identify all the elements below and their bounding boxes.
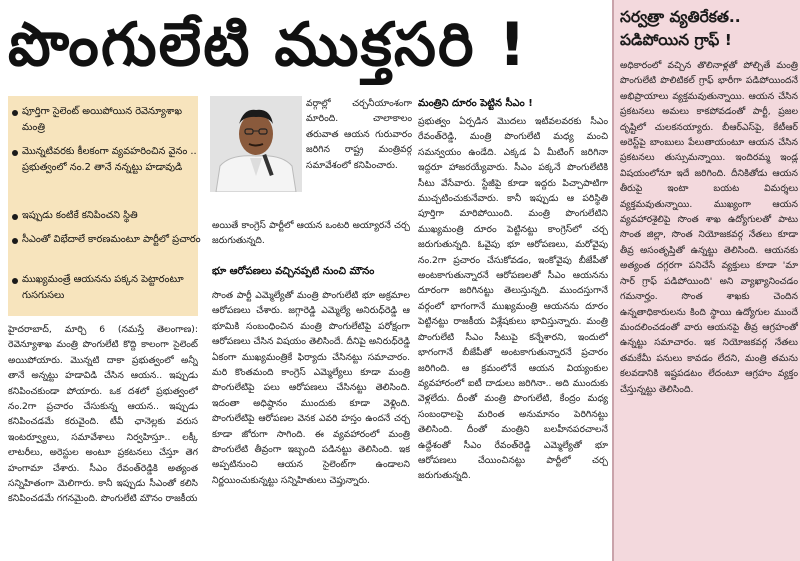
highlight-item: సీఎంతో విభేదాలే కారణమంటూ పార్టీలో ప్రచారం: [22, 234, 201, 245]
bullet-icon: [12, 214, 18, 220]
article-column-3: ప్రభుత్వం ఏర్పడిన మొదలు ఇటీవలవరకు సీఎం రేవంత్‌రెడ్డి, మంత్రి పొంగులేటి మధ్య మంచి సమన్వయం ఉండేది. ఎక్కడ ఏ మీటింగ్ జరిగినా ఇద్దరూ హాజరయ్యేవారు. సీఎం పక్కనే పొంగులేటికి సీటు వేసేవారు. స్టేజీపై కూడా ఇద్దరు పిచ్చాపాటిగా ముచ్చటించుకునేవారు. కానీ ఇప్పుడు ఆ పరిస్థితి పూర్తిగా మారిపోయింది. మంత్రి పొంగులేటిని ముఖ్యమంత్రి దూరం పెట్టినట్టు కాంగ్రెస్‌లో చర్చ జరుగుతున్నది. ఓవైపు భూ ఆరోపణలు, మరోవైపు నం.2గా ప్రచారం చేసుకోవడం, ఇంకోవైపు బీజేపీతో అంటకాగుతున్నారనే ఆరోపణలతో సీఎం ఆయనను దూరంగా జరిగినట్టు తెలుస్తున్నది. ముందస్తుగానే వర్గంలో భాగంగానే ముఖ్యమంత్రి ఆయనను దూరం పెట్టినట్టు రాజకీయ విశ్లేషకులు భావిస్తున్నారు. మంత్రి పొంగులేటి సీఎం సీటుపై కన్నేశారని, ఇందులో భాగంగానే బీజేపీతో అంటకాగుతున్నారనే ప్రచారం జరిగింది. ఆ క్రమంలోనే ఆయన వియ్యంకుల వ్యవహారంలో ఐటీ దాడులు జరిగినా.. అది ముందుకు వెళ్లలేదు. దీంతో మంత్రి పొంగులేటి, కేంద్రం మధ్య సంబంధాలపై మరింత అనుమానం పెరిగినట్టు తెలిసింది. దీంతో మంత్రిని బలహీనపరచాలనే ఉద్దేశంతో సీఎం రేవంత్‌రెడ్డి ఎమ్మెల్యేతో భూ ఆరోపణలు చేయించినట్టు పార్టీలో చర్చ జరుగుతున్నది.: [418, 116, 608, 482]
article-column-1: హైదరాబాద్, మార్చి 6 (నమస్తే తెలంగాణ): రెవెన్యూశాఖ మంత్రి పొంగులేటి కొద్ది కాలంగా సైలెంట్ అయిపోయారు. మొన్నటి దాకా ప్రభుత్వంలో అన్నీ తానే అన్నట్టు హడావిడి చేసిన ఆయన.. ఇప్పుడు కనిపించకుండా పోయారు. ఒక దశలో ప్రభుత్వంలో నం.2గా ప్రచారం చేసుకున్న ఆయన.. ఇప్పుడు కనిపించడమే కరువైంది. టీవీ ఛానెల్లకు వరుస ఇంటర్వ్యూలు, సమావేశాలు నిర్వహిస్తూ.. లక్కీ లాటరీలు, అరెస్టుల అంటూ ప్రకటనలు చేస్తూ తెగ హంగామా చేశారు. సీఎం రేవంత్‌రెడ్డికి అత్యంత సన్నిహితంగా మెలిగారు. కానీ ఇప్పుడు సీఎంతో కలిసి కనిపించడమే గగనమైంది. పొంగులేటి మౌనం రాజకీయ: [8, 324, 198, 505]
highlight-item: ఇప్పుడు కంటికే కనిపించని స్థితి: [22, 210, 138, 221]
highlight-item: ముఖ్యమంత్రే ఆయనను పక్కన పెట్టారంటూ గుసగుసలు: [22, 274, 184, 301]
sidebar-body: అధికారంలో వచ్చిన తొలినాళ్లతో పోల్చితే మంత్రి పొంగులేటి పొలిటికల్ గ్రాఫ్ భారీగా పడిపోయిందనే అభిప్రాయాలు వ్యక్తమవుతున్నాయి. ఆయన చేసిన ప్రకటనలు అమలు కాకపోవడంతో పార్టీ, ప్రజల దృష్టిలో చులకనయ్యారు. బీఆర్‌ఎస్‌పై, కేటీఆర్ అరెస్ట్‌పై బాంబులు పేలుతాయంటూ ఆయన చేసిన ప్రకటనలు తుస్సుమన్నాయి. ఇందిరమ్మ ఇండ్ల విషయంలోనూ ఇదే జరిగింది. దీనికితోడు ఆయన తీరుపై ఇంటా బయట విమర్శలు వ్యక్తమవుతున్నాయి. ముఖ్యంగా ఆయన వ్యవహారశైలిపై సొంత శాఖ ఉద్యోగులతో పాటు సొంత జిల్లా, సొంత నియోజకవర్గ నేతలు కూడా తీవ్ర అసంతృప్తితో ఉన్నట్టు తెలిసింది. ఆయనకు అత్యంత దగ్గరగా పనిచేసే వ్యక్తులు కూడా 'మా సార్ గ్రాఫ్ పడిపోయింది' అని వ్యాఖ్యానించడం గమనార్హం. సొంత శాఖకు చెందిన ఉన్నతాధికారులను కింది స్థాయి ఉద్యోగుల ముందే మందలించడంతో వారు ఆయనపై తీవ్ర ఆగ్రహంతో ఉన్నట్టు సమాచారం. ఇక నియోజకవర్గ నేతలు తమకేమీ పనులు కావడం లేదని, మంత్రి తమను కలవడానికి ఇష్టపడటం లేదంటూ ఆగ్రహం వ్యక్తం చేస్తున్నట్టు తెలిసింది.: [620, 60, 798, 395]
bullet-icon: [12, 278, 18, 284]
column-2-subheading: భూ ఆరోపణలు వచ్చినప్పటి నుంచి మౌనం: [212, 266, 375, 277]
bullet-icon: [12, 110, 18, 116]
minister-photo: [210, 96, 302, 192]
article-column-2-body: సొంత పార్టీ ఎమ్మెల్యేతో మంత్రి పొంగులేటి భూ అక్రమాల ఆరోపణలు చేశారు. జగ్గారెడ్డి ఎమ్మెల్యే అనిరుధ్‌రెడ్డి ఆ భూమికి సంబంధించిన మంత్రి పొంగులేటిపై పరోక్షంగా ఆరోపణలు చేసిన విషయం తెలిసిందే. దీనిపై అనిరుధ్‌రెడ్డి ఏకంగా ముఖ్యమంత్రికే ఫిర్యాదు చేసినట్టు సమాచారం. మరి కొంతమంది కాంగ్రెస్ ఎమ్మెల్యేలు కూడా మంత్రి పొంగులేటిపై పలు ఆరోపణలు చేసినట్టు తెలిసింది. ఇదంతా అధిష్ఠానం ముందుకు కూడా వెళ్లింది. పొంగులేటిపై ఆరోపణల వెనక ఎవరి హస్తం ఉందనే చర్చ కూడా జోరుగా సాగింది. ఈ వ్యవహారంలో మంత్రి పొంగులేటి తీవ్రంగా ఇబ్బంది పడినట్టు తెలిసింది. ఇక అప్పటినుంచి ఆయన సైలెంట్‌గా ఉండాలని నిర్ణయించుకున్నట్టు సన్నిహితులు చెప్తున్నారు.: [212, 290, 410, 486]
highlight-item: పూర్తిగా సైలెంట్ అయిపోయిన రెవెన్యూశాఖ మంత్రి: [22, 106, 182, 133]
headline: పొంగులేటి ముక్తసరి !: [8, 10, 528, 80]
portrait-image: [210, 96, 302, 192]
sidebar-title: సర్వత్రా వ్యతిరేకత.. పడిపోయిన గ్రాఫ్ !: [620, 8, 741, 49]
column-divider: [612, 0, 614, 561]
highlights-box: [8, 96, 201, 316]
article-column-2-intro: వర్గాల్లో చర్చనీయాంశంగా మారింది. చాలాకాలం తరువాత ఆయన గురువారం జరిగిన రాష్ట్ర మంత్రివర్గ సమావేశంలో కనిపించారు.: [306, 98, 412, 171]
highlight-item: మొన్నటివరకు కీలకంగా వ్యవహరించిన వైనం .. ప్రభుత్వంలో నం.2 తానే నన్నట్టు హడావుడి: [22, 146, 197, 173]
column-3-subheading: మంత్రిని దూరం పెట్టిన సీఎం !: [418, 98, 533, 109]
bullet-icon: [12, 238, 18, 244]
sidebar-box: [612, 0, 800, 561]
article-column-2-lead: అయితే కాంగ్రెస్ పార్టీలో ఆయన ఒంటరి అయ్యారనే చర్చ జరుగుతున్నది.: [212, 220, 410, 247]
bullet-icon: [12, 150, 18, 156]
